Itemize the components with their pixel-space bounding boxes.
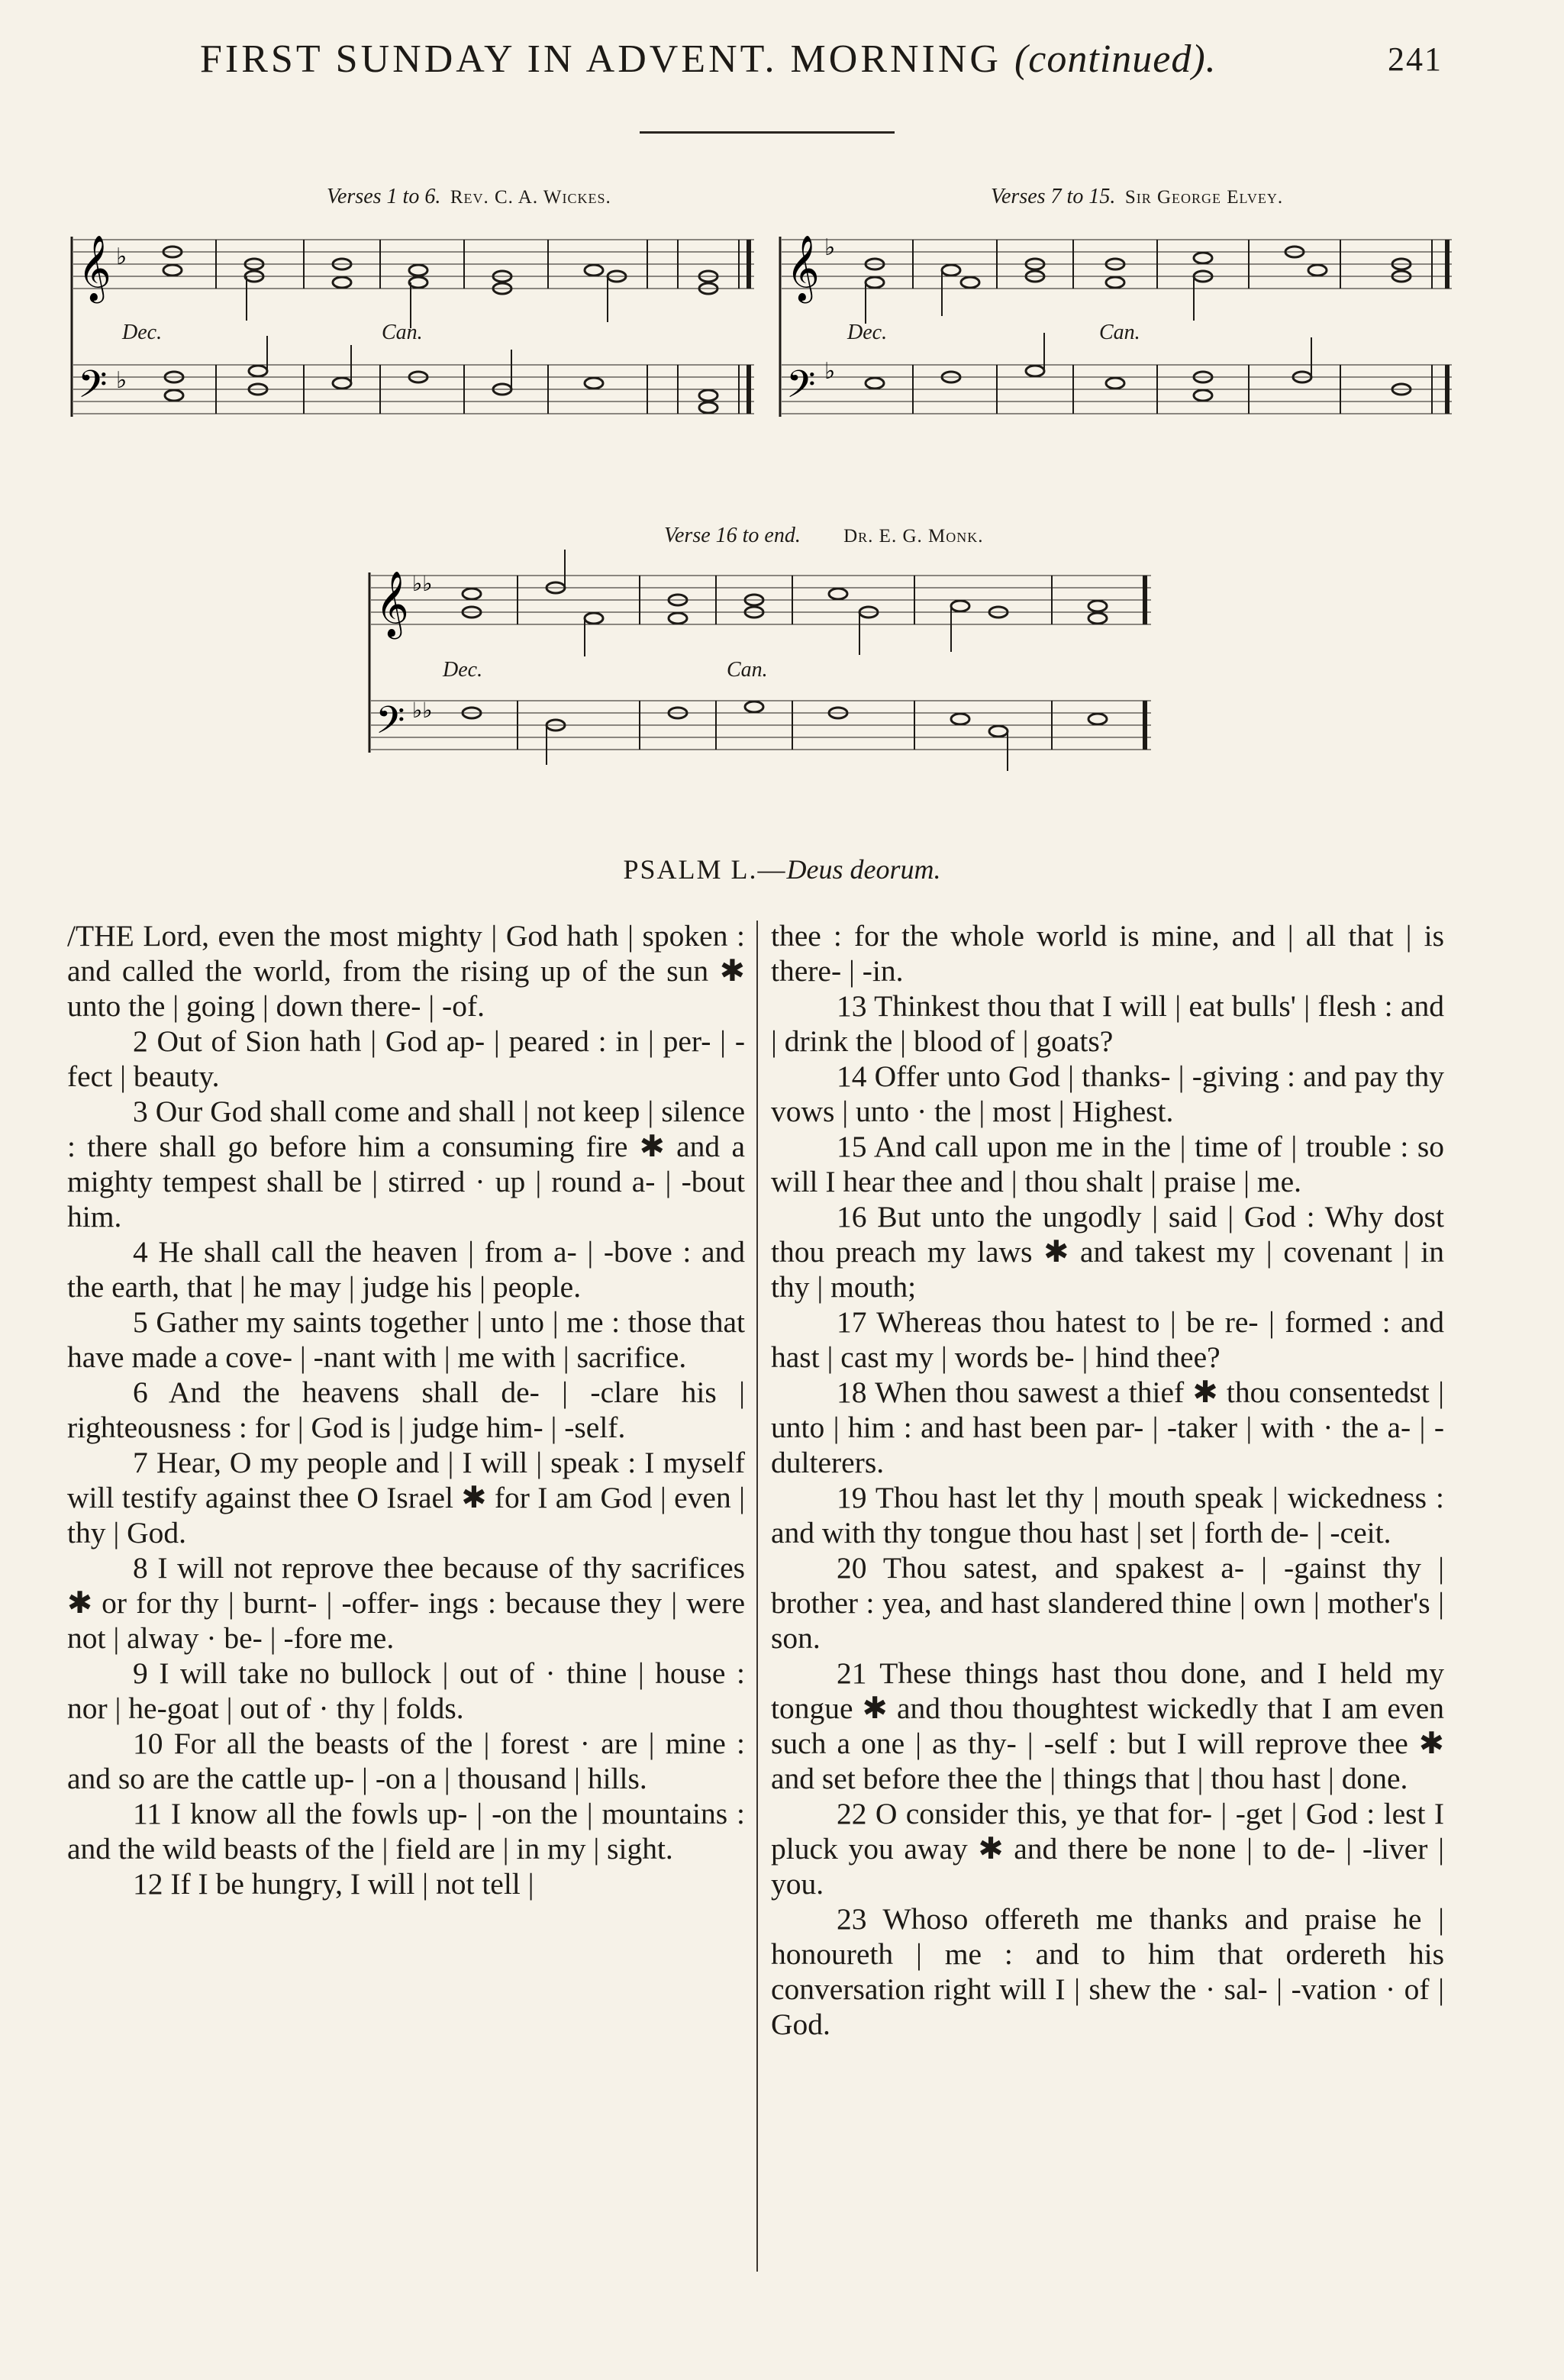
verse-7: 7 Hear, O my people and | I will | speak : I myself will testify against thee O Israel ✱ for I am God | even | thy | God. xyxy=(67,1446,745,1550)
bass-clef-icon: 𝄢 xyxy=(786,363,816,416)
verse-19: 19 Thou hast let thy | mouth speak | wickedness : and with thy tongue thou hast | set | forth de- | -ceit. xyxy=(771,1481,1444,1550)
flat-icon: ♭ xyxy=(116,367,127,394)
chant-1-caption xyxy=(327,185,611,209)
verse-20: 20 Thou satest, and spakest a- | -gainst thy | brother : yea, and hast slandered thine | own | mother's | son. xyxy=(771,1551,1444,1655)
verse-1: /THE Lord, even the most mighty | God hath | spoken : and called the world, from the rising up of the sun ✱ unto the | going | down there- | -of. xyxy=(67,919,745,1023)
verse-4: 4 He shall call the heaven | from a- | -bove : and the earth, that | he may | judge his | people. xyxy=(67,1235,745,1304)
verse-18: 18 When thou sawest a thief ✱ thou consentedst | unto | him : and hast been par- | -taker | with · the a- | -dulterers. xyxy=(771,1375,1444,1479)
chant-1-composer: Rev. C. A. Wickes. xyxy=(450,187,611,208)
verse-5: 5 Gather my saints together | unto | me : those that have made a cove- | -nant with | me with | sacrifice. xyxy=(67,1305,745,1374)
chant-2-composer: Sir George Elvey. xyxy=(1124,187,1284,208)
chant-1-verses: Verses 1 to 6. xyxy=(327,185,441,208)
verse-13: 13 Thinkest thou that I will | eat bulls' | flesh : and | drink the | blood of | goats? xyxy=(771,989,1444,1058)
verse-11: 11 I know all the fowls up- | -on the | mountains : and the wild beasts of the | field are | in my | sight. xyxy=(67,1797,745,1866)
chant-2-dec-label: Dec. xyxy=(847,321,888,344)
verse-15: 15 And call upon me in the | time of | trouble : so will I hear thee and | thou shalt | praise | me. xyxy=(771,1130,1444,1198)
psalm-right-column xyxy=(771,918,1444,2042)
psalm-title: PSALM L.— xyxy=(623,854,787,885)
chant-3-verses: Verse 16 to end. xyxy=(664,524,801,547)
verse-16: 16 But unto the ungodly | said | God : Why dost thou preach my laws ✱ and takest my | covenant | in thy | mouth; xyxy=(771,1200,1444,1304)
chant-2-can-label: Can. xyxy=(1099,321,1140,344)
bass-clef-icon: 𝄢 xyxy=(78,363,108,416)
verse-10: 10 For all the beasts of the | forest · are | mine : and so are the cattle up- | -on a | thousand | hills. xyxy=(67,1727,745,1795)
flat-icon: ♭ xyxy=(824,234,836,261)
chant-2-caption xyxy=(991,185,1283,209)
verse-2: 2 Out of Sion hath | God ap- | peared : in | per- | -fect | beauty. xyxy=(67,1024,745,1093)
verse-3: 3 Our God shall come and shall | not keep | silence : there shall go before him a consuming fire ✱ and a mighty tempest shall be | stirred · up | round a- | -bout him. xyxy=(67,1095,745,1234)
bass-clef-icon: 𝄢 xyxy=(376,698,405,752)
treble-clef-icon: 𝄞 xyxy=(786,235,820,301)
chant-1-can-label: Can. xyxy=(382,321,423,344)
page-number: 241 xyxy=(1388,40,1443,78)
verse-23: 23 Whoso offereth me thanks and praise he | honoureth | me : and to him that ordereth his conversation right will I | shew the · sal- | -vation · of | God. xyxy=(771,1902,1444,2041)
verse-22: 22 O consider this, ye that for- | -get | God : lest I pluck you away ✱ and there be none | to de- | -liver | you. xyxy=(771,1797,1444,1901)
chant-2-verses: Verses 7 to 15. xyxy=(991,185,1116,208)
chant-3-can-label: Can. xyxy=(727,658,768,682)
verse-12-continued: thee : for the whole world is mine, and | all that | is there- | -in. xyxy=(771,919,1444,988)
treble-clef-icon: 𝄞 xyxy=(78,235,111,301)
flat-icon: ♭♭ xyxy=(412,571,433,596)
flat-icon: ♭♭ xyxy=(412,698,433,723)
verse-9: 9 I will take no bullock | out of · thine | house : nor | he-goat | out of · thy | folds. xyxy=(67,1656,745,1725)
flat-icon: ♭ xyxy=(824,358,836,385)
flat-icon: ♭ xyxy=(116,243,127,270)
running-header xyxy=(0,37,1564,90)
verse-14: 14 Offer unto God | thanks- | -giving : and pay thy vows | unto · the | most | Highest. xyxy=(771,1059,1444,1128)
verse-6: 6 And the heavens shall de- | -clare his | righteousness : for | God is | judge him- | -self. xyxy=(67,1375,745,1444)
verse-8: 8 I will not reprove thee because of thy sacrifices ✱ or for thy | burnt- | -offer- ings : because they | were not | alway · be- | -fore me. xyxy=(67,1551,745,1655)
psalm-subtitle: Deus deorum. xyxy=(786,854,941,885)
verse-21: 21 These things hast thou done, and I held my tongue ✱ and thou thoughtest wickedly that I am even such a one | as thy- | -self : but I will reprove thee ✱ and set before thee the | things that | thou hast | done. xyxy=(771,1656,1444,1795)
page-header-title: FIRST SUNDAY IN ADVENT. MORNING (continued). xyxy=(200,37,1217,81)
chant-3-caption xyxy=(664,524,983,548)
chant-3-dec-label: Dec. xyxy=(443,658,483,682)
chant-3-composer: Dr. E. G. Monk. xyxy=(843,526,984,547)
verse-12: 12 If I be hungry, I will | not tell | xyxy=(133,1867,534,1901)
treble-clef-icon: 𝄞 xyxy=(376,571,409,637)
verse-17: 17 Whereas thou hatest to | be re- | formed : and hast | cast my | words be- | hind thee? xyxy=(771,1305,1444,1374)
column-divider xyxy=(756,921,758,2272)
psalm-left-column xyxy=(67,918,745,1901)
chant-1-dec-label: Dec. xyxy=(122,321,163,344)
psalm-heading xyxy=(0,853,1564,885)
header-rule xyxy=(640,131,895,134)
